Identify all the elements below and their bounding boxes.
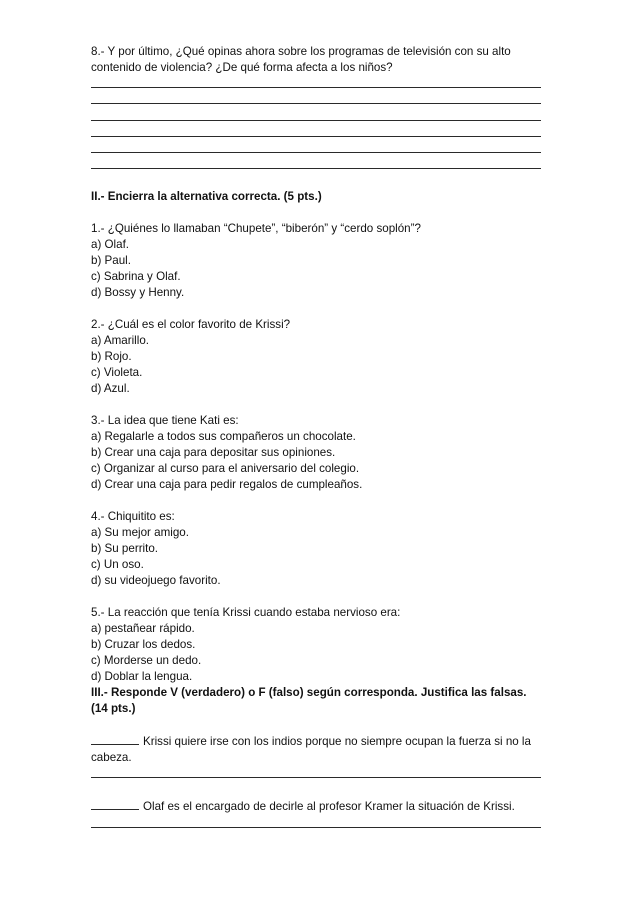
statement-line-1 <box>91 798 541 815</box>
answer-line[interactable] <box>91 141 541 157</box>
question-4 <box>91 509 541 589</box>
question-2 <box>91 317 541 397</box>
option-c[interactable]: c) Organizar al curso para el aniversario del colegio. <box>91 462 360 476</box>
question-5 <box>91 605 541 685</box>
worksheet-content <box>91 44 541 832</box>
statement-line-1 <box>91 733 541 750</box>
answer-line[interactable] <box>91 157 541 173</box>
spacer <box>91 493 541 509</box>
option-d[interactable]: d) su videojuego favorito. <box>91 574 221 588</box>
spacer <box>91 173 541 189</box>
question-3 <box>91 413 541 493</box>
answer-line[interactable] <box>91 125 541 141</box>
true-false-item-2 <box>91 798 541 831</box>
question-text: 5.- La reacción que tenía Krissi cuando estaba nervioso era: <box>91 606 401 620</box>
option-c[interactable]: c) Morderse un dedo. <box>91 654 202 668</box>
question-text: 4.- Chiquitito es: <box>91 510 175 524</box>
question-text: 3.- La idea que tiene Kati es: <box>91 414 239 428</box>
true-false-item-1 <box>91 733 541 782</box>
option-d[interactable]: d) Azul. <box>91 382 130 396</box>
justification-line[interactable] <box>91 766 541 782</box>
spacer <box>91 717 541 733</box>
vf-answer-blank[interactable] <box>91 798 139 810</box>
spacer <box>91 589 541 605</box>
option-b[interactable]: b) Cruzar los dedos. <box>91 638 196 652</box>
option-b[interactable]: b) Rojo. <box>91 350 132 364</box>
option-d[interactable]: d) Bossy y Henny. <box>91 286 185 300</box>
spacer <box>91 397 541 413</box>
option-a[interactable]: a) Olaf. <box>91 238 130 252</box>
answer-line[interactable] <box>91 92 541 108</box>
question-text: 1.- ¿Quiénes lo llamaban “Chupete”, “biberón” y “cerdo soplón”? <box>91 222 421 236</box>
spacer <box>91 301 541 317</box>
option-b[interactable]: b) Crear una caja para depositar sus opiniones. <box>91 446 336 460</box>
option-c[interactable]: c) Violeta. <box>91 366 143 380</box>
statement-text: Olaf es el encargado de decirle al profesor Kramer la situación de Krissi. <box>143 800 515 814</box>
question-text: 2.- ¿Cuál es el color favorito de Krissi? <box>91 318 291 332</box>
option-a[interactable]: a) Amarillo. <box>91 334 149 348</box>
q8-text-line-2: contenido de violencia? ¿De qué forma afecta a los niños? <box>91 61 393 74</box>
question-1 <box>91 221 541 301</box>
option-b[interactable]: b) Paul. <box>91 254 131 268</box>
statement-text: Krissi quiere irse con los indios porque no siempre ocupan la fuerza si no la <box>143 735 531 749</box>
spacer <box>91 782 541 798</box>
option-d[interactable]: d) Doblar la lengua. <box>91 670 193 684</box>
option-a[interactable]: a) Regalarle a todos sus compañeros un chocolate. <box>91 430 356 444</box>
answer-line[interactable] <box>91 108 541 124</box>
answer-line[interactable] <box>91 76 541 92</box>
option-a[interactable]: a) Su mejor amigo. <box>91 526 189 540</box>
statement-line-2: cabeza. <box>91 751 132 765</box>
option-b[interactable]: b) Su perrito. <box>91 542 159 556</box>
option-c[interactable]: c) Un oso. <box>91 558 144 572</box>
vf-answer-blank[interactable] <box>91 733 139 745</box>
option-c[interactable]: c) Sabrina y Olaf. <box>91 270 181 284</box>
q8-text-line-1: 8.- Y por último, ¿Qué opinas ahora sobre los programas de televisión con su alto <box>91 45 511 58</box>
option-a[interactable]: a) pestañear rápido. <box>91 622 195 636</box>
spacer <box>91 205 541 221</box>
justification-line[interactable] <box>91 815 541 831</box>
section-3-title-line-2: (14 pts.) <box>91 702 136 716</box>
section-2-title: II.- Encierra la alternativa correcta. (5 pts.) <box>91 190 322 204</box>
option-d[interactable]: d) Crear una caja para pedir regalos de cumpleaños. <box>91 478 363 492</box>
section-3-title-line-1: III.- Responde V (verdadero) o F (falso) según corresponda. Justifica las falsas. <box>91 686 527 700</box>
